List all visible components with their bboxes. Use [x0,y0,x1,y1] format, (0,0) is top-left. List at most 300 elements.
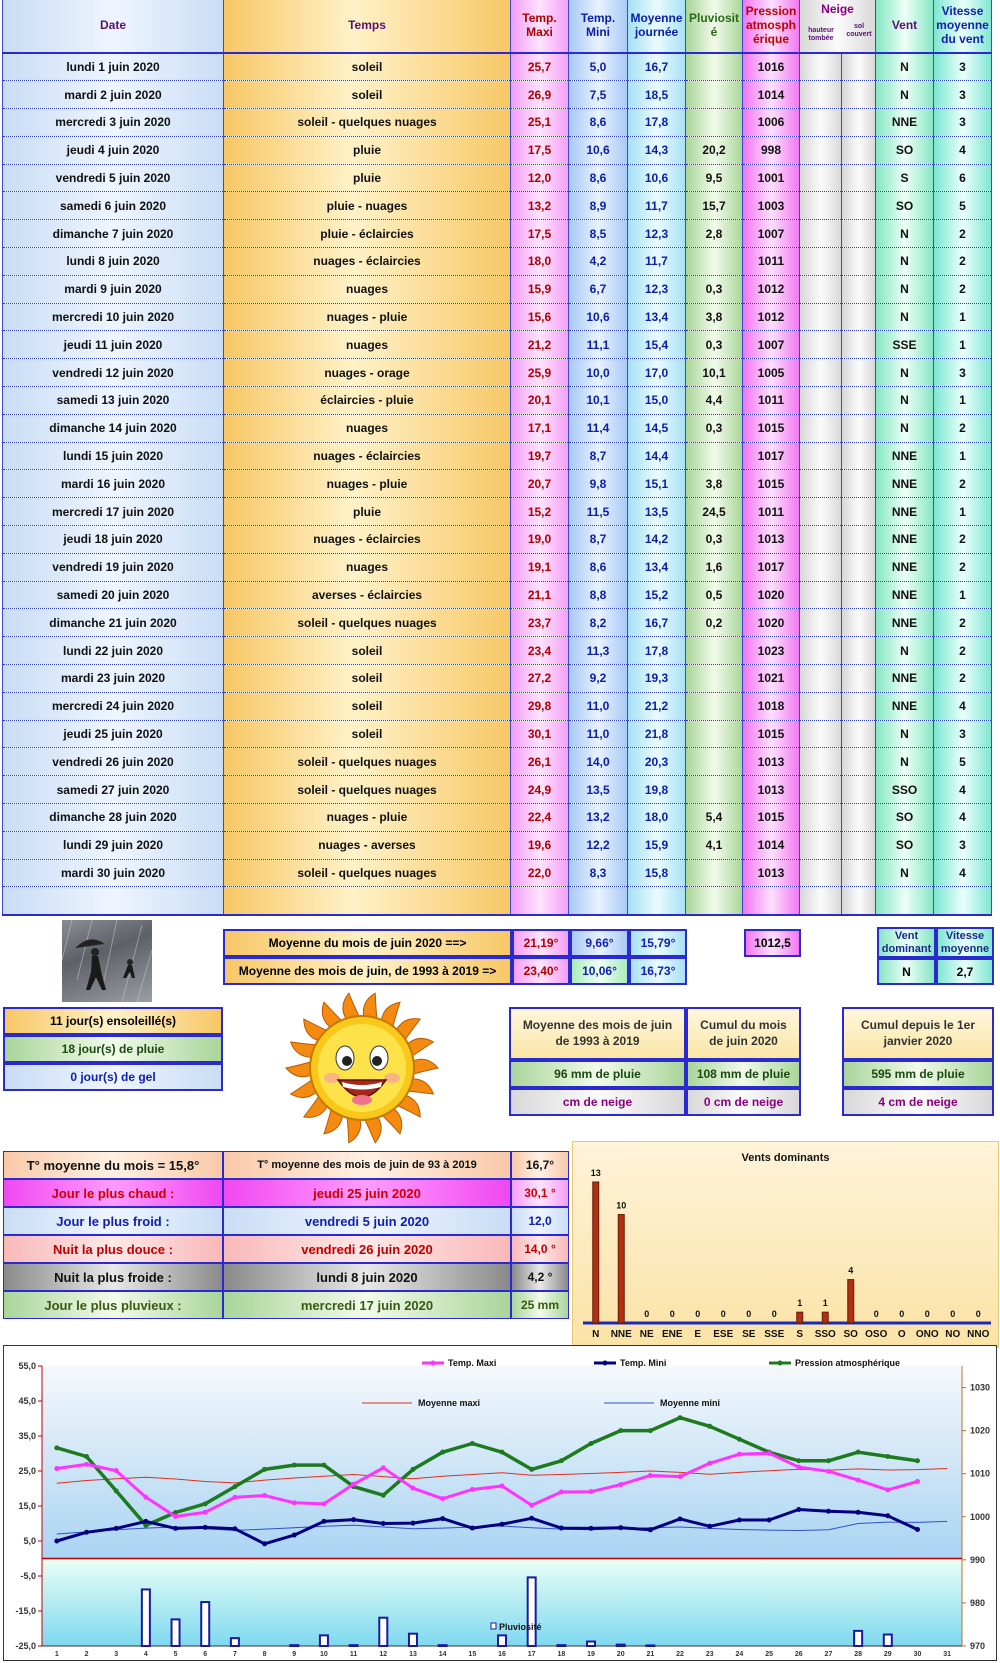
precip-ytd-title: Cumul depuis le 1er janvier 2020 [842,1007,994,1060]
tmax-line-point [232,1495,237,1500]
cell-pres: 1016 [743,53,800,81]
legend-rain: Pluviosité [499,1622,542,1632]
cell-date: mardi 2 juin 2020 [3,81,224,109]
tmin-line-point [648,1527,653,1532]
pressure-line-point [826,1458,831,1463]
cell-pres: 1020 [743,609,800,637]
cell-vit: 3 [934,359,992,387]
cell-vit: 3 [934,81,992,109]
header-moy: Moyenne journée [628,0,686,53]
x-tick-label: 26 [794,1651,803,1658]
table-row [3,720,992,748]
cell-neige-sol [842,387,876,415]
cell-moy: 14,2 [628,526,686,554]
cell-max: 17,1 [511,414,569,442]
tmin-line-point [618,1525,623,1530]
cell-neige-hauteur [800,220,842,248]
tmin-line-point [856,1510,861,1515]
cell-vit: 2 [934,637,992,665]
x-tick-label: 24 [735,1651,744,1658]
x-tick-label: 27 [824,1651,833,1658]
hist-average-moy: 16,73° [629,957,687,985]
table-row [3,637,992,665]
legend-tmax-swatch-dot [431,1361,436,1366]
cell-vent: NNE [876,609,934,637]
cell-max: 25,9 [511,359,569,387]
tmax-line-point [143,1495,148,1500]
record-val: 12,0 [511,1207,569,1235]
empty-cell [743,887,800,915]
wind-category-label: NE [639,1329,654,1340]
cell-moy: 21,2 [628,692,686,720]
table-row [3,387,992,415]
cell-moy: 19,3 [628,665,686,693]
tmin-line-point [203,1525,208,1530]
cell-pluie: 0,3 [686,414,743,442]
cell-date: vendredi 12 juin 2020 [3,359,224,387]
record-label: T° moyenne du mois = 15,8° [3,1151,223,1179]
y-tick-label: 15,0 [18,1501,36,1511]
cell-pres: 1007 [743,331,800,359]
cell-min: 7,5 [569,81,628,109]
cell-pres: 1013 [743,748,800,776]
x-tick-label: 2 [84,1651,89,1658]
table-row [3,331,992,359]
vent-dominant-value: N [877,958,936,985]
cell-temps: nuages - éclaircies [224,442,511,470]
x-tick-label: 29 [883,1651,892,1658]
wind-bar [618,1215,624,1323]
precip-ytd-snow: 4 cm de neige [842,1088,994,1116]
cell-pluie [686,748,743,776]
x-tick-label: 11 [349,1651,358,1658]
cell-temps: nuages - averses [224,831,511,859]
wind-chart-panel [572,1141,999,1348]
cell-moy: 15,8 [628,859,686,887]
cell-neige-hauteur [800,776,842,804]
cell-max: 25,1 [511,109,569,137]
tmin-line-point [589,1526,594,1531]
cell-pres: 1005 [743,359,800,387]
x-tick-label: 15 [468,1651,477,1658]
x-tick-label: 18 [557,1651,566,1658]
legend-rain-swatch [491,1623,496,1629]
cell-vit: 3 [934,109,992,137]
wind-value-label: 10 [616,1200,627,1211]
wind-bar [593,1182,599,1323]
tmin-line-point [262,1541,267,1546]
cell-vent: N [876,637,934,665]
tmax-line-point [54,1466,59,1471]
cell-temps: pluie [224,164,511,192]
cell-pres: 1018 [743,692,800,720]
wind-category-label: SE [742,1329,756,1340]
month-average-label: Moyenne du mois de juin 2020 ==> [223,929,512,957]
cell-min: 8,6 [569,553,628,581]
cell-max: 22,4 [511,804,569,832]
cell-pluie [686,442,743,470]
wind-value-label: 0 [873,1309,879,1319]
cell-vent: NNE [876,581,934,609]
header-pluie: Pluviosité [686,0,743,53]
x-tick-label: 30 [913,1651,922,1658]
cell-vit: 2 [934,220,992,248]
cell-neige-hauteur [800,553,842,581]
table-row-empty [3,887,992,915]
month-average-min: 9,66° [570,929,629,957]
cell-vent: N [876,859,934,887]
wind-chart-title: Vents dominants [741,1152,830,1164]
cell-moy: 18,0 [628,804,686,832]
x-tick-label: 31 [943,1651,952,1658]
cell-moy: 16,7 [628,609,686,637]
cell-date: mardi 16 juin 2020 [3,470,224,498]
tmin-line-point [559,1526,564,1531]
table-row [3,609,992,637]
header-date: Date [3,0,224,53]
cell-pres: 1011 [743,248,800,276]
x-tick-label: 25 [765,1651,773,1658]
empty-cell [511,887,569,915]
wind-bar [797,1312,803,1323]
cell-vent: N [876,220,934,248]
cell-max: 25,7 [511,53,569,81]
cell-date: lundi 8 juin 2020 [3,248,224,276]
cell-vit: 4 [934,776,992,804]
rain-bar [350,1645,358,1646]
cell-max: 18,0 [511,248,569,276]
cell-vent: N [876,303,934,331]
cell-neige-sol [842,498,876,526]
cell-neige-sol [842,109,876,137]
tmax-line-point [826,1469,831,1474]
cell-pres: 1003 [743,192,800,220]
cell-pres: 998 [743,136,800,164]
tmax-line-point [321,1501,326,1506]
cell-neige-sol [842,414,876,442]
wind-chart-svg [573,1142,998,1347]
cell-date: dimanche 14 juin 2020 [3,414,224,442]
cell-temps: nuages - pluie [224,470,511,498]
tmin-line-point [351,1517,356,1522]
cell-temps: soleil [224,637,511,665]
tmin-line-point [529,1516,534,1521]
wind-bar [848,1280,854,1323]
cell-vit: 2 [934,414,992,442]
cell-neige-sol [842,776,876,804]
x-tick-label: 19 [587,1651,595,1658]
record-val: 16,7° [511,1151,569,1179]
rain-bar [557,1645,565,1646]
tmax-line-point [618,1482,623,1487]
rain-bar [854,1631,862,1646]
cell-date: jeudi 18 juin 2020 [3,526,224,554]
table-row [3,581,992,609]
tmin-line-point [767,1518,772,1523]
cell-vit: 4 [934,136,992,164]
cell-moy: 11,7 [628,248,686,276]
cell-pluie [686,109,743,137]
x-tick-label: 17 [527,1651,536,1658]
rain-bar [884,1635,892,1646]
tmin-line-point [440,1516,445,1521]
precip-month-snow: 0 cm de neige [686,1088,801,1116]
cell-pres: 1023 [743,637,800,665]
wind-value-label: 0 [669,1309,675,1319]
cell-min: 14,0 [569,748,628,776]
cell-vent: N [876,359,934,387]
cell-neige-hauteur [800,53,842,81]
cell-min: 8,9 [569,192,628,220]
cell-date: jeudi 4 juin 2020 [3,136,224,164]
cell-vit: 5 [934,192,992,220]
cell-min: 11,3 [569,637,628,665]
y2-tick-label: 1020 [970,1425,991,1436]
cell-moy: 12,3 [628,220,686,248]
x-tick-label: 5 [173,1651,178,1658]
cell-vit: 2 [934,609,992,637]
cell-pres: 1015 [743,414,800,442]
cell-min: 8,7 [569,442,628,470]
cell-neige-hauteur [800,164,842,192]
empty-cell [876,887,934,915]
empty-cell [569,887,628,915]
cell-min: 13,2 [569,804,628,832]
cell-temps: éclaircies - pluie [224,387,511,415]
x-tick-label: 8 [262,1651,267,1658]
cell-pluie: 2,8 [686,220,743,248]
wind-category-label: O [897,1329,906,1340]
table-row [3,831,992,859]
wind-value-label: 4 [848,1265,854,1276]
tmax-line-point [707,1461,712,1466]
wind-category-label: N [592,1329,600,1340]
cell-neige-sol [842,275,876,303]
y-tick-label: 35,0 [18,1431,36,1441]
tmax-line-point [84,1462,89,1467]
cell-vit: 2 [934,275,992,303]
month-average-moy: 15,79° [629,929,687,957]
wind-value-label: 0 [720,1309,726,1319]
cell-neige-sol [842,609,876,637]
cell-pluie: 24,5 [686,498,743,526]
y-tick-label: 45,0 [18,1396,36,1406]
empty-cell [628,887,686,915]
cell-pres: 1007 [743,220,800,248]
cell-pluie: 0,3 [686,526,743,554]
cell-temps: pluie - éclaircies [224,220,511,248]
cell-date: lundi 15 juin 2020 [3,442,224,470]
table-row [3,748,992,776]
cell-date: mercredi 10 juin 2020 [3,303,224,331]
cell-neige-hauteur [800,442,842,470]
cell-min: 11,4 [569,414,628,442]
cell-neige-sol [842,804,876,832]
table-row [3,220,992,248]
cell-vent: NNE [876,498,934,526]
cell-date: mercredi 17 juin 2020 [3,498,224,526]
wind-value-label: 0 [695,1309,701,1319]
cell-temps: soleil - quelques nuages [224,109,511,137]
x-tick-label: 3 [114,1651,119,1658]
cell-neige-hauteur [800,81,842,109]
cell-temps: averses - éclaircies [224,581,511,609]
cell-vent: NNE [876,470,934,498]
cell-min: 10,6 [569,303,628,331]
pressure-line-point [381,1493,386,1498]
table-row [3,665,992,693]
pressure-line-point [678,1415,683,1420]
tmax-line-point [114,1468,119,1473]
cell-moy: 14,5 [628,414,686,442]
tmin-line-point [707,1524,712,1529]
tmax-line-point [678,1474,683,1479]
empty-cell [686,887,743,915]
x-tick-label: 16 [498,1651,506,1658]
y2-tick-label: 990 [970,1554,986,1565]
cell-date: mercredi 3 juin 2020 [3,109,224,137]
x-tick-label: 14 [438,1651,447,1658]
tmin-line-point [410,1521,415,1526]
cell-pres: 1011 [743,498,800,526]
record-mid: lundi 8 juin 2020 [223,1263,511,1291]
table-row [3,303,992,331]
cell-vent: N [876,414,934,442]
cell-vit: 2 [934,470,992,498]
header-tmax: Temp. Maxi [511,0,569,53]
cell-neige-hauteur [800,526,842,554]
x-tick-label: 23 [705,1651,714,1658]
cell-temps: soleil [224,692,511,720]
cell-date: vendredi 26 juin 2020 [3,748,224,776]
cell-vent: N [876,387,934,415]
record-mid: mercredi 17 juin 2020 [223,1291,511,1319]
cell-moy: 12,3 [628,275,686,303]
cell-temps: nuages - pluie [224,804,511,832]
cell-max: 26,1 [511,748,569,776]
table-row [3,81,992,109]
empty-cell [224,887,511,915]
tmin-line-point [173,1526,178,1531]
records-table [3,1151,569,1319]
cell-max: 15,6 [511,303,569,331]
cell-vent: S [876,164,934,192]
cell-pres: 1013 [743,776,800,804]
cell-moy: 18,5 [628,81,686,109]
cell-min: 13,5 [569,776,628,804]
pressure-line-point [410,1467,415,1472]
cell-date: mercredi 24 juin 2020 [3,692,224,720]
cell-pluie [686,665,743,693]
cell-neige-sol [842,720,876,748]
cell-temps: nuages [224,275,511,303]
wind-category-label: ESE [713,1329,734,1340]
cell-pluie: 0,5 [686,581,743,609]
table-row [3,692,992,720]
rain-bar [201,1602,209,1646]
cell-neige-hauteur [800,831,842,859]
cell-neige-sol [842,553,876,581]
x-tick-label: 9 [292,1651,297,1658]
rain-bar [498,1635,506,1646]
cell-date: dimanche 21 juin 2020 [3,609,224,637]
cell-pluie [686,81,743,109]
cell-neige-sol [842,692,876,720]
cell-moy: 15,2 [628,581,686,609]
cell-pres: 1011 [743,387,800,415]
cell-date: samedi 27 juin 2020 [3,776,224,804]
cell-date: jeudi 25 juin 2020 [3,720,224,748]
table-row [3,526,992,554]
x-tick-label: 12 [379,1651,388,1658]
cell-moy: 11,7 [628,192,686,220]
cell-temps: soleil - quelques nuages [224,859,511,887]
header-vitesse: Vitesse moyenne du vent [934,0,992,53]
cell-vit: 2 [934,553,992,581]
cell-date: jeudi 11 juin 2020 [3,331,224,359]
cell-vit: 5 [934,748,992,776]
cell-date: lundi 1 juin 2020 [3,53,224,81]
wind-bar [822,1312,828,1323]
cell-min: 10,0 [569,359,628,387]
cell-min: 8,6 [569,109,628,137]
record-mid: T° moyenne des mois de juin de 93 à 2019 [223,1151,511,1179]
record-label: Nuit la plus douce : [3,1235,223,1263]
header-tmin: Temp. Mini [569,0,628,53]
cell-vit: 3 [934,831,992,859]
tmax-line-point [767,1451,772,1456]
cell-neige-hauteur [800,414,842,442]
cell-date: dimanche 7 juin 2020 [3,220,224,248]
cell-vit: 1 [934,498,992,526]
pressure-line-point [529,1467,534,1472]
cell-pluie: 9,5 [686,164,743,192]
record-mid: vendredi 5 juin 2020 [223,1207,511,1235]
pressure-line-point [589,1441,594,1446]
y2-tick-label: 1000 [970,1511,991,1522]
tmax-line-point [529,1503,534,1508]
cell-pres: 1012 [743,275,800,303]
wind-value-label: 0 [924,1309,930,1319]
cell-vent: NNE [876,665,934,693]
cell-temps: pluie - nuages [224,192,511,220]
x-tick-label: 10 [320,1651,328,1658]
record-val: 4,2 ° [511,1263,569,1291]
cell-vent: NNE [876,526,934,554]
cell-pres: 1014 [743,81,800,109]
rain-bar [379,1618,387,1646]
header-neige-label: Neige [821,2,854,16]
cell-neige-sol [842,248,876,276]
cell-date: mardi 23 juin 2020 [3,665,224,693]
x-tick-label: 1 [54,1651,59,1658]
header-neige-hauteur: hauteur tombée [808,27,834,42]
cell-neige-hauteur [800,581,842,609]
pressure-line-point [737,1437,742,1442]
cell-max: 17,5 [511,136,569,164]
cell-neige-sol [842,526,876,554]
cell-min: 8,7 [569,526,628,554]
cell-pres: 1001 [743,164,800,192]
header-neige [800,0,876,53]
tmax-line-point [648,1473,653,1478]
cell-temps: pluie [224,136,511,164]
temperature-chart-svg [4,1346,996,1660]
tmax-line-point [796,1465,801,1470]
cell-temps: nuages - pluie [224,303,511,331]
cell-neige-hauteur [800,109,842,137]
record-val: 30,1 ° [511,1179,569,1207]
